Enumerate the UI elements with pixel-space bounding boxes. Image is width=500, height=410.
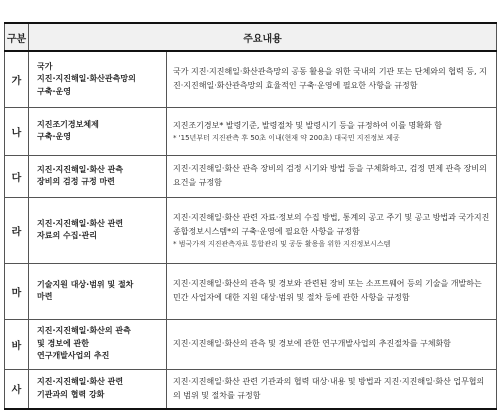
row-content [167, 319, 497, 369]
row-gubun: 나 [5, 107, 29, 155]
row-content [167, 263, 497, 319]
row-gubun: 다 [5, 155, 29, 197]
row-content-text: 지진·지진해일·화산의 관측 및 경보에 관한 연구개발사업의 추진절차를 구체화함 [173, 339, 451, 348]
row-content [167, 51, 497, 107]
row-topic: 지진조기경보체제 구축·운영 [29, 107, 167, 155]
row-gubun: 바 [5, 319, 29, 369]
row-content-note: * '15년부터 지진관측 후 50초 이내(현재 약 200초) 대국민 지진정보 제공 [173, 133, 400, 142]
row-gubun: 가 [5, 51, 29, 107]
table-row [5, 51, 497, 107]
row-topic: 지진·지진해일·화산 관련 자료의 수집·관리 [29, 197, 167, 263]
table-row [5, 197, 497, 263]
row-topic: 기술지원 대상·범위 및 절차 마련 [29, 263, 167, 319]
row-content-text: 지진조기경보* 발령기준, 발령절차 및 발령시기 등을 규정하여 이를 명확화 함 [173, 120, 442, 130]
table-row [5, 263, 497, 319]
row-content-text: 지진·지진해일·화산 관련 자료·정보의 수집 방법, 통계의 공고 주기 및 공고 방법과 국가지진종합정보시스템*의 구축·운영에 필요한 사항을 규정함 [173, 212, 490, 236]
table-row [5, 319, 497, 369]
row-content [167, 107, 497, 155]
row-gubun: 사 [5, 369, 29, 409]
table-row [5, 107, 497, 155]
row-content-text: 지진·지진해일·화산 관련 기관과의 협력 대상·내용 및 방법과 지진·지진해일·화산 업무협의의 범위 및 절차를 규정함 [173, 376, 485, 400]
row-content [167, 369, 497, 409]
row-gubun: 마 [5, 263, 29, 319]
row-topic: 지진·지진해일·화산 관련 기관과의 협력 강화 [29, 369, 167, 409]
header-main-content: 주요내용 [29, 23, 497, 51]
row-content [167, 197, 497, 263]
row-content-note: * 범국가적 지진관측자료 통합관리 및 공동 활용을 위한 지진정보시스템 [173, 239, 391, 248]
table-header-row [5, 23, 497, 51]
row-topic: 지진·지진해일·화산 관측 장비의 검정 규정 마련 [29, 155, 167, 197]
row-content-text: 지진·지진해일·화산 관측 장비의 검정 시기와 방법 등을 구체화하고, 검정 면제 관측 장비의 요건을 규정함 [173, 164, 487, 187]
row-topic: 국가 지진·지진해일·화산관측망의 구축·운영 [29, 51, 167, 107]
row-topic: 지진·지진해일·화산의 관측 및 경보에 관한 연구개발사업의 추진 [29, 319, 167, 369]
summary-table [4, 22, 497, 410]
row-content-text: 국가 지진·지진해일·화산관측망의 공동 활용을 위한 국내의 기관 또는 단체와의 협력 등, 지진·지진해일·화산관측망의 효율적인 구축·운영에 필요한 사항을 규정함 [173, 67, 487, 91]
table-row [5, 155, 497, 197]
header-gubun: 구분 [5, 23, 29, 51]
row-content-text: 지진·지진해일·화산의 관측 및 경보와 관련된 장비 또는 소프트웨어 등의 기술을 개발하는 민간 사업자에 대한 지원 대상·범위 및 절차 등에 관한 사항을 규정함 [173, 279, 482, 302]
table-row [5, 369, 497, 409]
row-content [167, 155, 497, 197]
row-gubun: 라 [5, 197, 29, 263]
summary-table-container [4, 22, 496, 410]
